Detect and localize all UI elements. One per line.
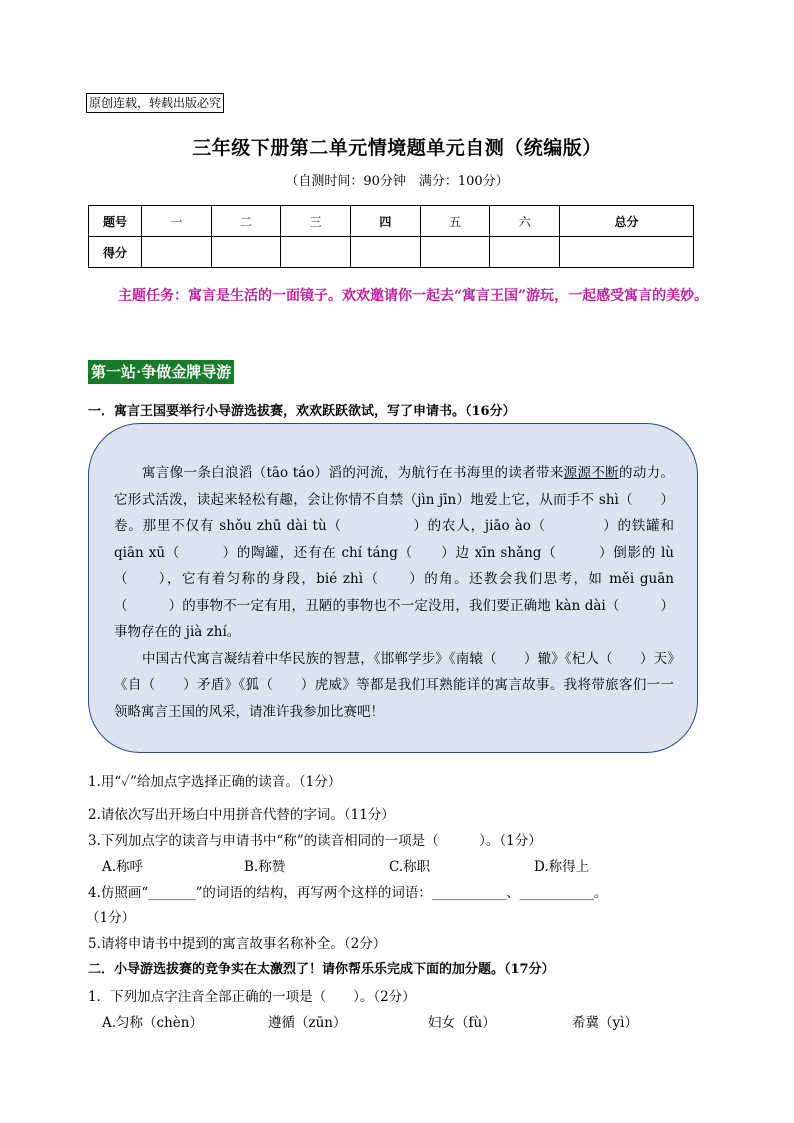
section-2-question-1: 1．下列加点字注音全部正确的一项是（ ）。（2分）	[88, 989, 416, 1005]
score-cell	[211, 237, 281, 268]
theme-task: 主题任务：寓言是生活的一面镜子。欢欢邀请你一起去“寓言王国”游玩，一起感受寓言的美妙。	[118, 288, 709, 304]
option: 遵循（zūn）	[268, 1015, 347, 1031]
header-cell: 三	[281, 206, 351, 237]
question-4-points: （1分）	[86, 910, 136, 926]
header-cell: 二	[211, 206, 281, 237]
header-cell: 总分	[560, 206, 694, 237]
header-cell: 六	[490, 206, 560, 237]
option-c: C.称职	[389, 859, 431, 875]
page-title: 三年级下册第二单元情境题单元自测（统编版）	[192, 137, 602, 159]
question-4: 4.仿照画“_______”的词语的结构，再写两个这样的词语：___________、___________。	[88, 885, 608, 901]
score-cell	[560, 237, 694, 268]
header-cell: 四	[351, 206, 421, 237]
option: 希冀（yì）	[572, 1015, 638, 1031]
copyright-notice: 原创连载，转载出版必究	[86, 93, 224, 113]
score-cell	[351, 237, 421, 268]
score-table-header-row	[89, 206, 694, 237]
option-a: A.称呼	[102, 859, 144, 875]
application-letter	[114, 460, 674, 725]
question-2: 2.请依次写出开场白中用拼音代替的字词。（11分）	[88, 807, 395, 823]
passage-paragraph: 中国古代寓言凝结着中华民族的智慧，《邯郸学步》《南辕（ ）辙》《杞人（ ）天》《自（ ）矛盾》《狐（ ）虎威》等都是我们耳熟能详的寓言故事。我将带旅客们一一领略寓言王国的风采，请准许我参加比赛吧！	[114, 650, 674, 720]
section-2-heading: 二．小导游选拔赛的竞争实在太激烈了！请你帮乐乐完成下面的加分题。（17分）	[88, 962, 555, 977]
score-cell	[281, 237, 351, 268]
question-5: 5.请将申请书中提到的寓言故事名称补全。（2分）	[88, 936, 387, 952]
header-cell: 五	[420, 206, 490, 237]
row-label: 得分	[89, 237, 142, 268]
score-cell	[420, 237, 490, 268]
score-cell	[490, 237, 560, 268]
header-cell: 题号	[89, 206, 142, 237]
header-cell: 一	[142, 206, 212, 237]
question-1: 1.用“✓”给加点字选择正确的读音。（1分）	[88, 774, 342, 790]
section-1-heading: 一．寓言王国要举行小导游选拔赛，欢欢跃跃欲试，写了申请书。（16分）	[88, 404, 516, 419]
underlined-word: 源源不断	[563, 465, 620, 481]
option: A.匀称（chèn）	[102, 1015, 203, 1031]
score-table-score-row	[89, 237, 694, 268]
question-3: 3.下列加点字的读音与申请书中“称”的读音相同的一项是（ ）。（1分）	[88, 833, 542, 849]
option-d: D.称得上	[534, 859, 590, 875]
passage-paragraph: 寓言像一条白浪滔（tāo táo）滔的河流，为航行在书海里的读者带来源源不断的动力。它形式活泼，读起来轻松有趣，会让你情不自禁（jìn jīn）地爱上它，从而手不 shì（ ）卷。那里不仅有 shǒu zhū dài tù（ ）的农人，jiāo ào（ ）的铁罐和 qiān xū（ ）的陶罐，还有在 chí táng（ ）边 xīn shǎng（ ）倒影的 lù（ ），它有着匀称的身段，bié zhì（ ）的角。还教会我们思考，如 měi guān（ ）的事物不一定有用，丑陋的事物也不一定没用，我们要正确地 kàn dài（ ）事物存在的 jià zhí。	[114, 465, 675, 640]
station-heading: 第一站·争做金牌导游	[88, 360, 234, 384]
option: 妇女（fù）	[428, 1015, 496, 1031]
score-table	[88, 205, 694, 268]
option-b: B.称赞	[244, 859, 286, 875]
score-cell	[142, 237, 212, 268]
test-info: （自测时间：90分钟 满分：100分）	[285, 174, 509, 189]
